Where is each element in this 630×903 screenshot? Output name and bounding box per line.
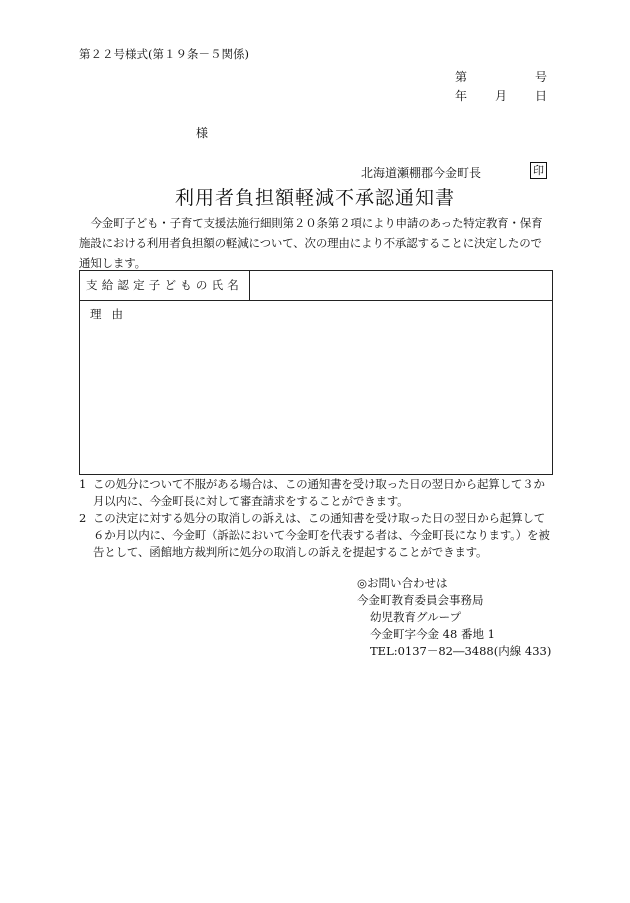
document-number-suffix: 号 [534, 70, 547, 84]
document-number [455, 68, 547, 85]
contact-tel: TEL:0137－82―3488(内線 433) [370, 644, 552, 658]
notes [79, 476, 553, 561]
addressee: 様 [196, 126, 209, 140]
note-number: 2 [79, 511, 87, 525]
contact-heading: ◎お問い合わせは [357, 576, 448, 590]
document-number-prefix: 第 [455, 70, 468, 84]
contact-block [357, 575, 551, 660]
form-number: 第２２号様式(第１９条－５関係) [79, 47, 249, 61]
note-item [79, 476, 553, 510]
document-title: 利用者負担額軽減不承認通知書 [174, 187, 455, 209]
date-month: 月 [494, 89, 507, 103]
table-divider [80, 300, 552, 301]
info-table [79, 270, 553, 475]
reason-label: 理由 [90, 307, 133, 321]
date-day: 日 [534, 89, 547, 103]
date-year: 年 [455, 89, 468, 103]
note-text: この処分について不服がある場合は、この通知書を受け取った日の翌日から起算して３か月以内に、今金町長に対して審査請求をすることができます。 [93, 477, 545, 508]
note-number: 1 [79, 477, 87, 491]
seal-mark: 印 [530, 162, 547, 179]
contact-group: 幼児教育グループ [370, 610, 462, 624]
issuer: 北海道瀬棚郡今金町長 [361, 166, 482, 180]
intro-paragraph: 今金町子ども・子育て支援法施行細則第２０条第２項により申請のあった特定教育・保育施設における利用者負担額の軽減について、次の理由により不承認することに決定したので通知します。 [79, 216, 543, 270]
contact-office: 今金町教育委員会事務局 [357, 593, 484, 607]
note-text: この決定に対する処分の取消しの訴えは、この通知書を受け取った日の翌日から起算して６か月以内に、今金町（訴訟において今金町を代表する者は、今金町長になります。）を被告として、函館地方裁判所に処分の取消しの訴えを提起することができます。 [93, 511, 550, 559]
child-name-label: 支給認定子どもの氏名 [80, 271, 250, 300]
contact-address: 今金町字今金 48 番地 1 [370, 627, 495, 641]
issue-date [455, 87, 547, 104]
note-item [79, 510, 553, 561]
